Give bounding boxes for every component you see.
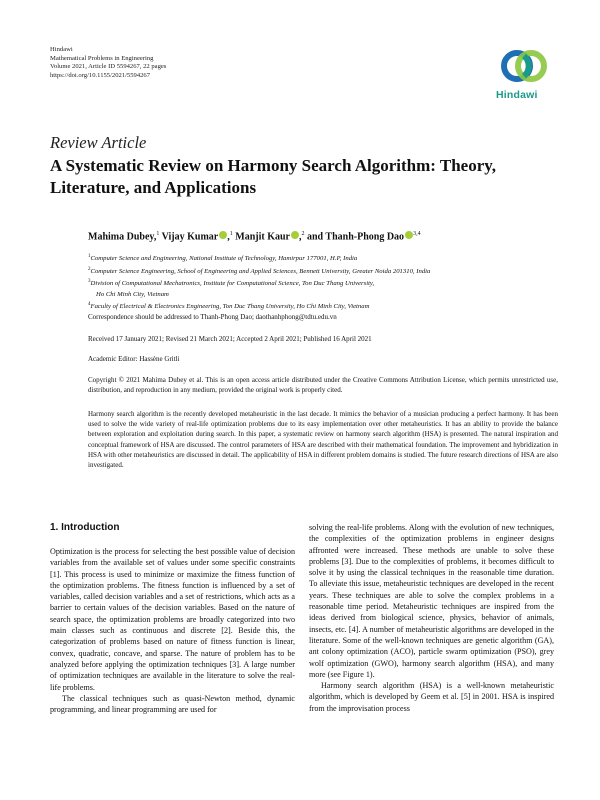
doi-link[interactable]: https://doi.org/10.1155/2021/5594267: [50, 71, 151, 79]
author-name[interactable]: Thanh-Phong Dao: [325, 231, 405, 243]
volume-info: Volume 2021, Article ID 5594267, 22 pages: [50, 63, 167, 71]
author-sup: 1: [229, 231, 233, 237]
author-name[interactable]: Manjit Kaur: [235, 231, 290, 243]
title-line-2: Literature, and Applications: [50, 178, 257, 197]
author-sup: 3,4: [413, 231, 421, 237]
publisher-name: Hindawi: [50, 46, 73, 53]
affiliation: $^1$Computer Science and Engineering, National Institute of Technology, Hamirpur 177001, H.P, India: [88, 254, 358, 263]
abstract: Harmony search algorithm is the recently developed metaheuristic in the last decade. It mimics the behavior of a musician producing a perfect harmony. It has been used to solve the wide variety of real-life optimization problems due to its easy implementation over other metaheuristics. It has an ability to provide the balance between exploration and exploitation during search. In this paper, a systematic review on harmony search algorithm (HSA) is presented. The natural inspiration and conceptual framework of HSA are discussed. The control parameters of HSA are described with their mathematical foundation. The improvement and hybridization in HSA with other metaheuristics are discussed in detail. The applicability of HSA in different problem domains is studied. The future research directions of HSA are also investigated.: [88, 410, 558, 470]
paragraph: solving the real-life problems. Along with the evolution of new techniques, the complexities of the optimization problems in engineer designs affronted were increased. These methods are unable to solve these problems [3]. Due to the complexities of problems, it becomes difficult to solve it by using the classical techniques in the reasonable time duration. To alleviate this issue, metaheuristic techniques are developed in the recent years. These techniques are able to solve the complex problems in a reasonable time period. Metaheuristic techniques are inspired from the ideas derived from biological science, physics, behavior of animals, insects, etc. [4]. A number of metaheuristic algorithms are developed in the literature. Some of the well-known techniques are genetic algorithm (GA), ant colony optimization (ACO), particle swarm optimization (PSO), grey wolf optimization (GWO), harmony search algorithm (HSA), and many more (see Figure 1).: [309, 523, 554, 679]
affiliation-continuation: Ho Chi Minh City, Vietnam: [96, 290, 169, 298]
affiliation: $^2$Computer Science Engineering, School of Engineering and Applied Sciences, Bennett University, Greater Noida 201310, India: [88, 266, 431, 275]
paragraph: Optimization is the process for selecting the best possible value of decision variables from the available set of values under some specific constraints [1]. This process is used to minimize or maximize the fitness function of the optimization problems. The fitness function is influenced by a set of variables, called decision variables and a set of restrictions, which acts as a barrier to certain values of the decision variables. Based on the nature of search space, the optimization problems are broadly categorized into two main classes such as continuous and discrete [2]. Beside this, the categorization of problems based on nature of fitness function is linear, convex, quadratic, concave, and sparse. The nature of problem has to be analyzed before applying the optimization techniques [3]. A large number of optimization techniques are available in the literature to solve the real-life problems.: [50, 547, 295, 692]
orcid-icon[interactable]: [405, 231, 413, 239]
title-line-1: A Systematic Review on Harmony Search Algorithm: Theory,: [50, 156, 497, 175]
right-column: [309, 522, 554, 714]
author-name[interactable]: Vijay Kumar: [161, 231, 219, 243]
article-title: [50, 155, 550, 199]
orcid-icon[interactable]: [219, 231, 227, 239]
affiliation: $^3$Division of Computational Mechatronics, Institute for Computational Science, Ton Duc Thang University,: [88, 279, 375, 288]
academic-editor: Academic Editor: Hassène Gritli: [88, 355, 180, 363]
article-dates: Received 17 January 2021; Revised 21 March 2021; Accepted 2 April 2021; Published 16 April 2021: [88, 335, 372, 343]
left-column: [50, 522, 295, 715]
logo-label: Hindawi: [496, 89, 538, 101]
copyright-notice: Copyright © 2021 Mahima Dubey et al. This is an open access article distributed under the Creative Commons Attribution License, which permits unrestricted use, distribution, and reproduction in any medium, provided the original work is properly cited.: [88, 376, 558, 395]
article-type: Review Article: [50, 133, 147, 152]
section-heading: 1. Introduction: [50, 522, 120, 533]
journal-name: Mathematical Problems in Engineering: [50, 54, 154, 62]
orcid-icon[interactable]: [291, 231, 299, 239]
journal-header: [50, 46, 166, 80]
affiliations: [88, 252, 558, 313]
author-list: Mahima Dubey,$^1$ Vijay Kumar ,$^1$ Manjit Kaur ,$^2$ and Thanh-Phong Dao $^{3,4}$: [88, 231, 421, 243]
paragraph: Harmony search algorithm (HSA) is a well-known metaheuristic algorithm, which is developed by Geem et al. [5] in 2001. HSA is inspired from the improvisation process: [309, 681, 554, 713]
author-name[interactable]: Mahima Dubey,: [88, 231, 157, 243]
affiliation: $^4$Faculty of Electrical & Electronics Engineering, Ton Duc Thang University, Ho Chi Minh City, Vietnam: [88, 302, 370, 311]
author-sup: 1: [156, 231, 160, 237]
paragraph: The classical techniques such as quasi-Newton method, dynamic programming, and linear programming are used for: [50, 693, 295, 715]
author-sup: 2: [301, 231, 305, 237]
correspondence: Correspondence should be addressed to Thanh-Phong Dao; daothanhphong@tdtu.edu.vn: [88, 313, 337, 321]
